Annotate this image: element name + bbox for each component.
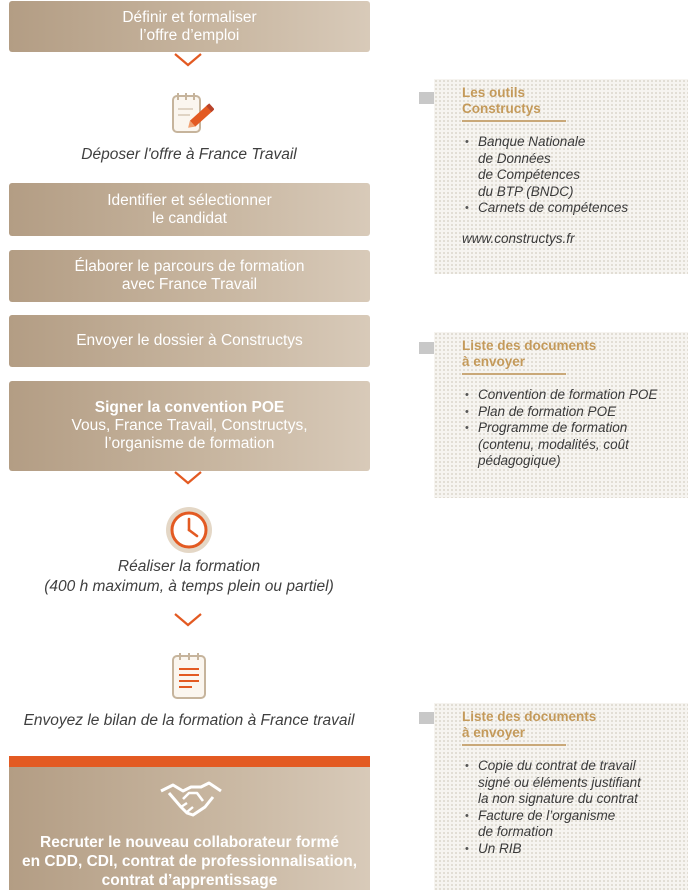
list-item: • Programme de formation (contenu, modalités, coût pédagogique)	[462, 420, 678, 470]
step-define-offer	[9, 1, 370, 52]
clipboard-pencil-icon	[164, 91, 214, 143]
list-item: • Carnets de compétences	[462, 200, 678, 217]
chevron-down-icon	[172, 470, 204, 486]
list-item: • Facture de l’organisme de formation	[462, 808, 678, 841]
list-item: • Copie du contrat de travail signé ou éléments justifiant la non signature du contrat	[462, 758, 678, 808]
step-build-training	[9, 250, 370, 302]
side-box-documents-2	[434, 703, 688, 890]
side-box-documents-1	[434, 332, 688, 498]
side-list-documents-1	[462, 387, 678, 470]
chevron-down-icon	[172, 52, 204, 68]
side-divider	[462, 373, 566, 375]
side-divider	[462, 744, 566, 746]
list-item: • Plan de formation POE	[462, 404, 678, 421]
step-identify-candidate	[9, 183, 370, 236]
step-identify-candidate-label: Identifier et sélectionner le candidat	[107, 191, 272, 227]
side-title-documents: Liste des documents à envoyer	[462, 338, 597, 369]
handshake-icon	[159, 779, 223, 821]
step-sign-convention	[9, 381, 370, 471]
final-step-recruit	[9, 756, 370, 890]
label-envoyez-bilan: Envoyez le bilan de la formation à France travail	[23, 712, 355, 729]
side-divider	[462, 120, 566, 122]
step-build-training-label: Élaborer le parcours de formation avec France Travail	[74, 258, 305, 293]
final-step-text: Recruter le nouveau collaborateur formé en CDD, CDI, contrat de professionnalisation, contrat d’apprentissage	[21, 834, 357, 889]
label-realiser-formation: Réaliser la formation (400 h maximum, à temps plein ou partiel)	[44, 558, 334, 595]
clock-icon	[164, 505, 214, 557]
step-define-offer-label: Définir et formaliser l’offre d’emploi	[122, 8, 257, 44]
list-item: • Convention de formation POE	[462, 387, 678, 404]
side-list-documents-2	[462, 758, 678, 857]
step-sign-convention-title: Signer la convention POE	[94, 399, 285, 416]
side-box-outils	[434, 79, 688, 274]
side-title-outils: Les outils Constructys	[462, 85, 541, 116]
step-send-file	[9, 315, 370, 367]
clipboard-document-icon	[164, 652, 214, 704]
side-title-documents: Liste des documents à envoyer	[462, 709, 597, 740]
list-item: • Banque Nationale de Données de Compétences du BTP (BNDC)	[462, 134, 678, 200]
list-item: • Un RIB	[462, 841, 678, 858]
label-deposer-offre: Déposer l'offre à France Travail	[81, 146, 297, 163]
step-sign-convention-parties: Vous, France Travail, Constructys, l’organisme de formation	[71, 417, 308, 452]
side-list-outils	[462, 134, 678, 217]
constructys-website-link[interactable]: www.constructys.fr	[462, 230, 575, 246]
chevron-down-icon	[172, 612, 204, 628]
step-send-file-label: Envoyer le dossier à Constructys	[76, 332, 303, 349]
